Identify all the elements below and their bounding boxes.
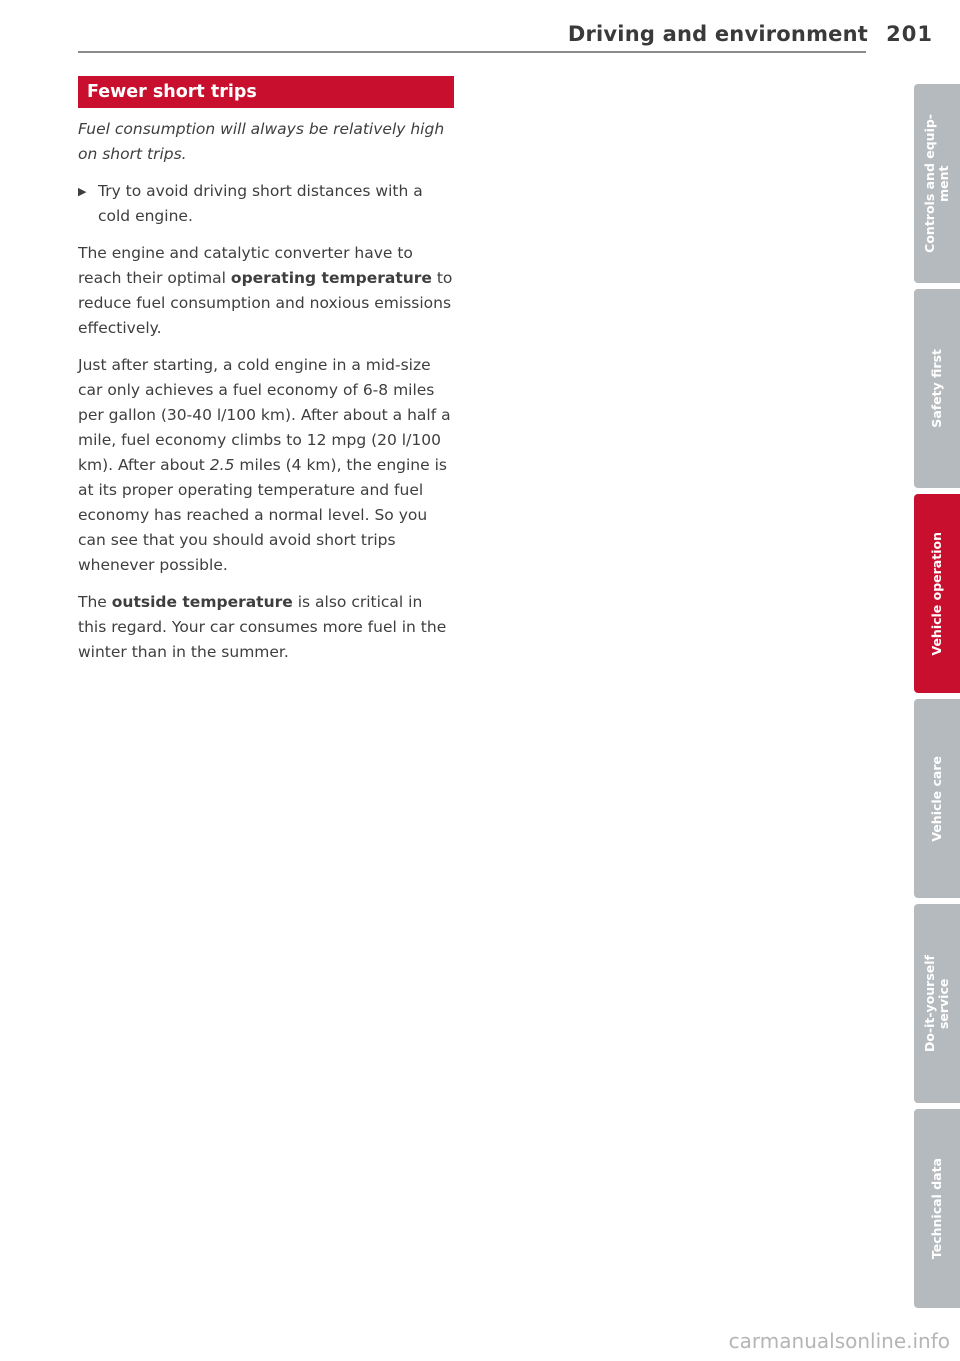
arrow-right-icon: ▶ — [78, 185, 87, 198]
main-content — [78, 76, 454, 677]
paragraph-operating-temperature: The engine and catalytic converter have to reach their optimal operating temperature to reduce fuel consumption and noxious emissions effectively. — [78, 244, 453, 337]
instruction-step — [78, 179, 454, 229]
section-heading: Fewer short trips — [78, 76, 454, 108]
tab-do-it-yourself-service[interactable]: Do-it-yourself service — [914, 904, 960, 1103]
page-header-title: Driving and environment — [567, 22, 868, 46]
page-number: 201 — [886, 22, 933, 46]
tab-vehicle-operation[interactable]: Vehicle operation — [914, 494, 960, 693]
intro-text: Fuel consumption will always be relatively high on short trips. — [78, 120, 445, 163]
tab-safety-first[interactable]: Safety first — [914, 289, 960, 488]
paragraph-outside-temperature: The outside temperature is also critical in this regard. Your car consumes more fuel in the winter than in the summer. — [78, 593, 447, 661]
term-operating-temperature: operating temperature — [230, 269, 432, 287]
tab-controls-and-equipment[interactable]: Controls and equip- ment — [914, 84, 960, 283]
footer-watermark: carmanualsonline.info — [728, 1329, 950, 1353]
step-text: Try to avoid driving short distances with a cold engine. — [98, 182, 423, 225]
paragraph-fuel-economy: Just after starting, a cold engine in a mid-size car only achieves a fuel economy of 6-8 miles per gallon (30-40 l/100 km). After about a half a mile, fuel economy climbs to 12 mpg (20 l/100 km). After about 2.5 miles (4 km), the engine is at its proper operating temperature and fuel economy has reached a normal level. So you can see that you should avoid short trips whenever possible. — [78, 356, 451, 574]
term-outside-temperature: outside temperature — [111, 593, 293, 611]
header-divider — [78, 51, 866, 53]
tab-technical-data[interactable]: Technical data — [914, 1109, 960, 1308]
tab-vehicle-care[interactable]: Vehicle care — [914, 699, 960, 898]
